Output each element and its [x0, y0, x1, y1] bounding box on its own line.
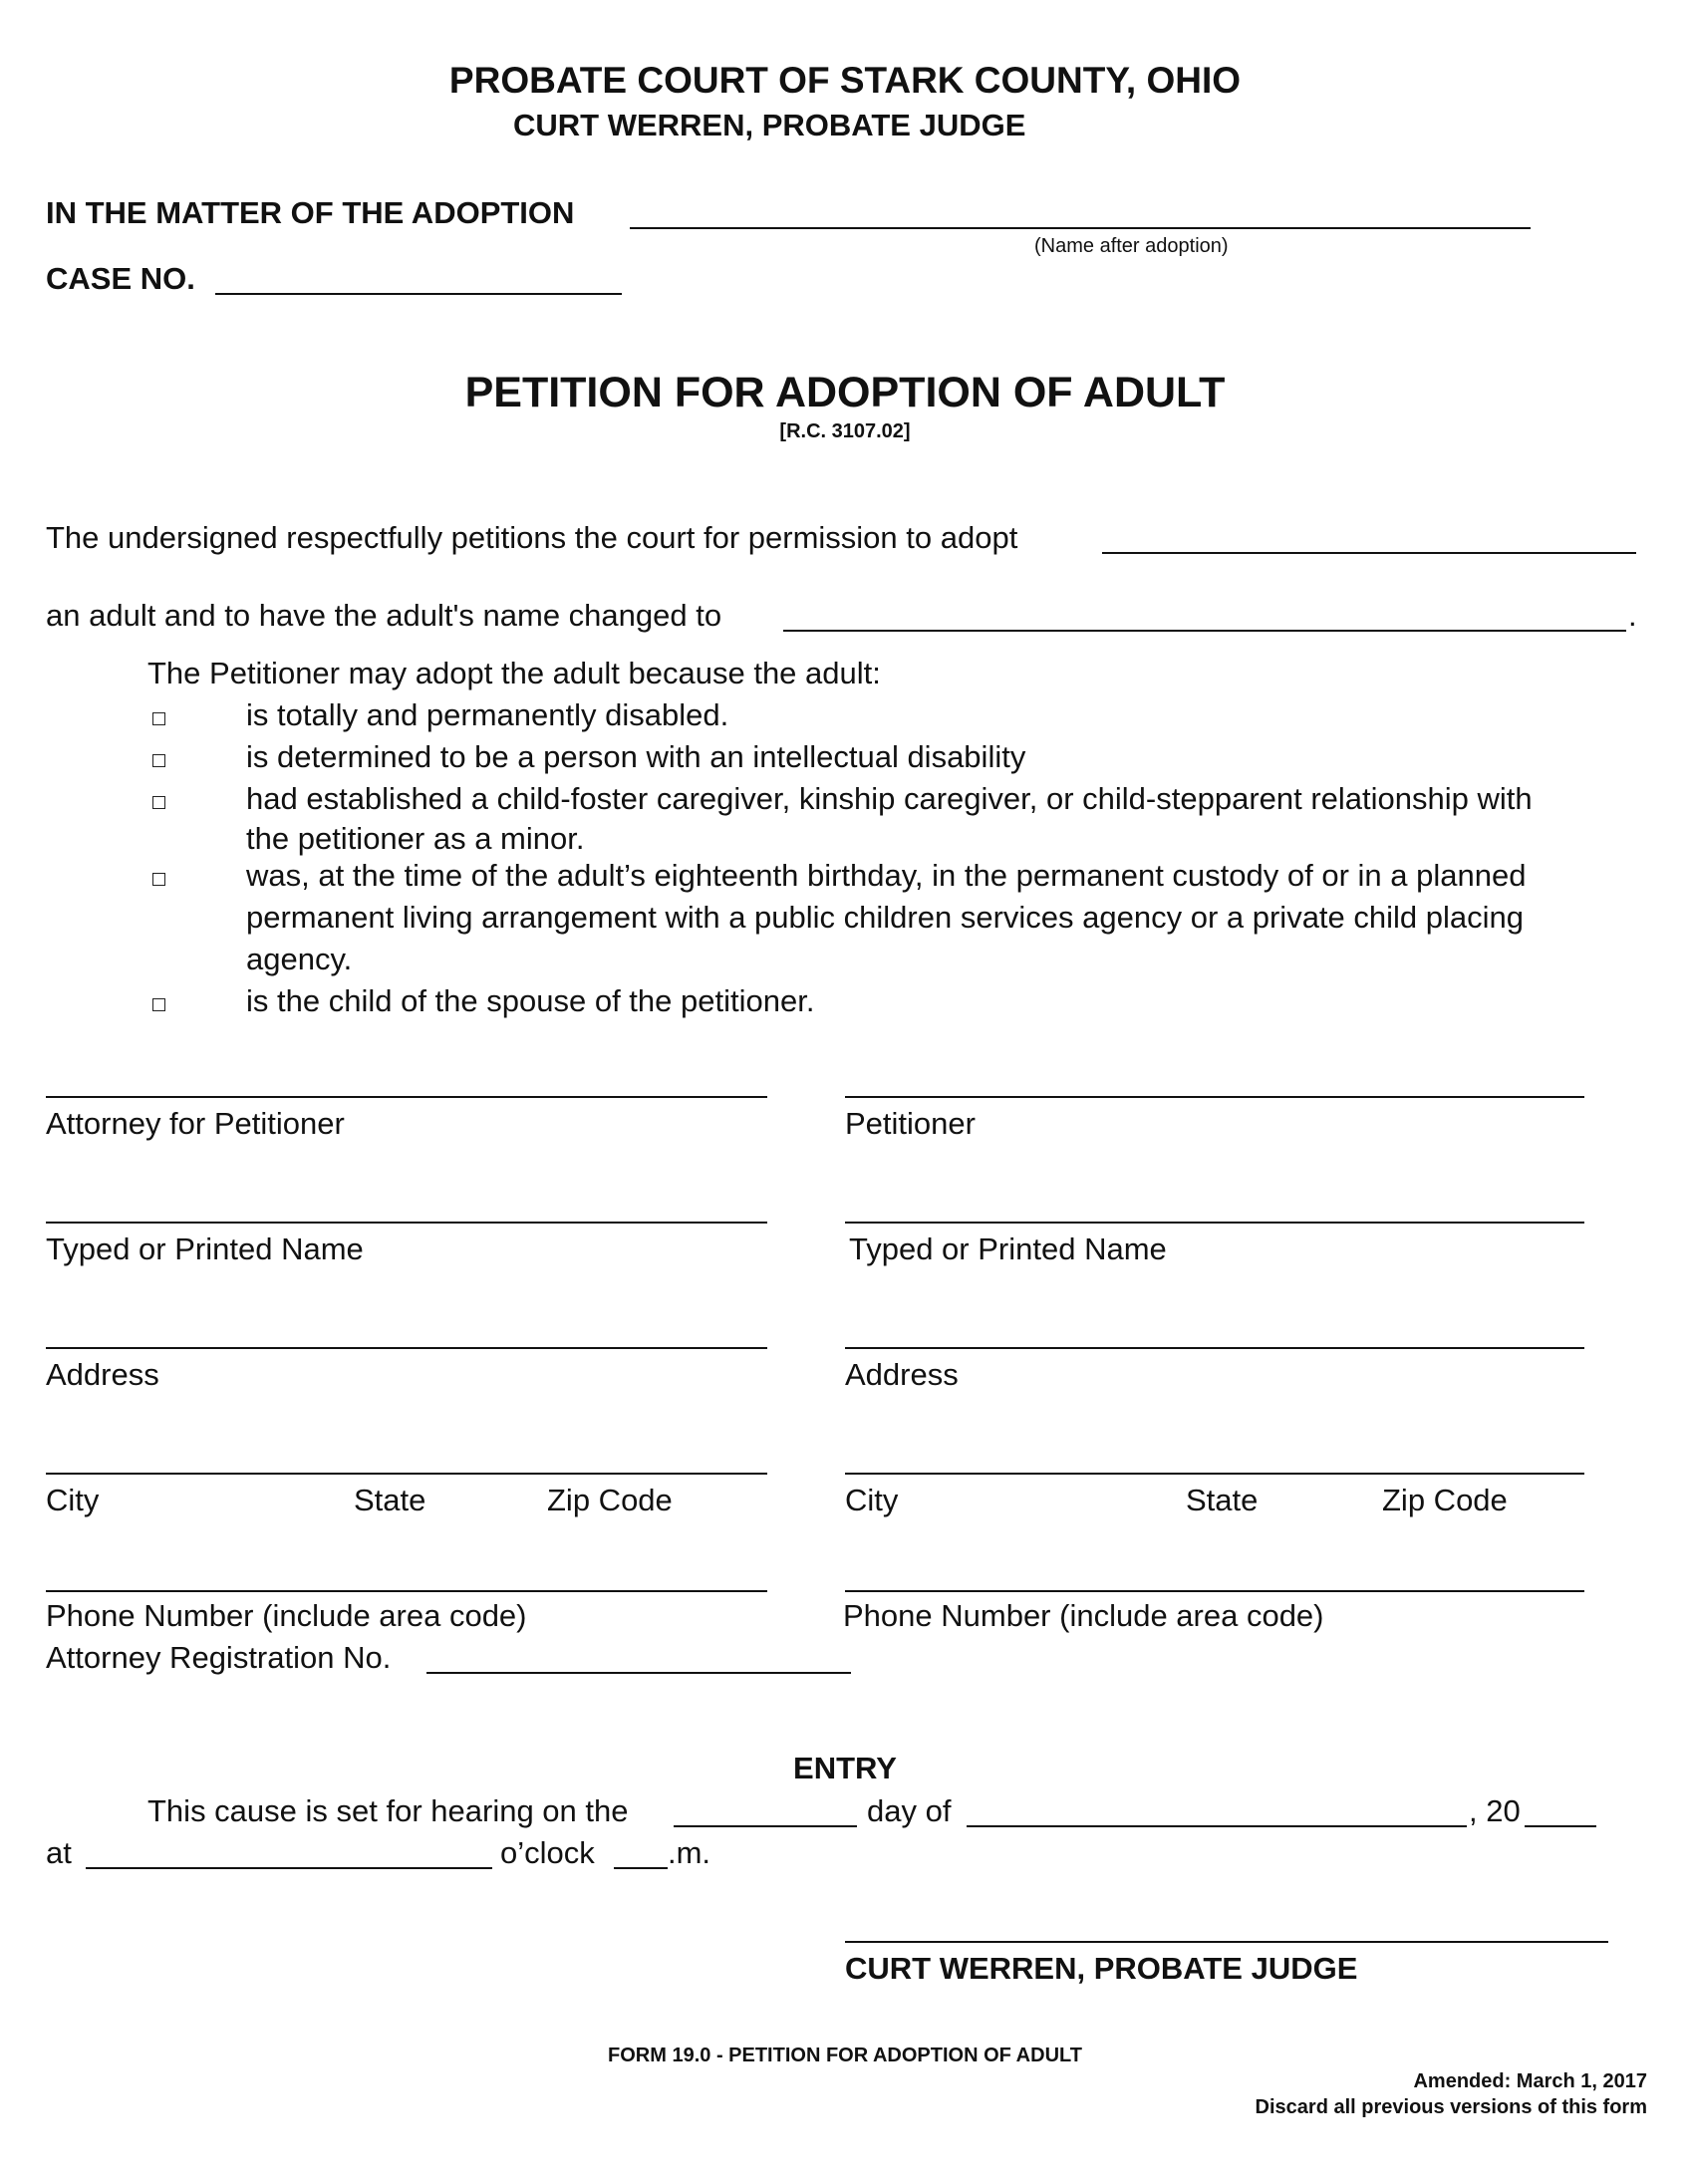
discard-notice: Discard all previous versions of this form — [1255, 2096, 1647, 2118]
petitioner-city-line[interactable] — [845, 1473, 1584, 1475]
entry-heading: ENTRY — [793, 1751, 897, 1785]
reason-text: is determined to be a person with an intellectual disability — [246, 739, 1026, 774]
attorney-address-label: Address — [46, 1357, 159, 1392]
petitioner-city-label: City — [845, 1483, 899, 1517]
year-prefix: , 20 — [1469, 1793, 1521, 1828]
petitioner-name-label: Typed or Printed Name — [849, 1231, 1167, 1266]
attorney-phone-label: Phone Number (include area code) — [46, 1598, 527, 1633]
attorney-signature-line[interactable] — [46, 1096, 767, 1098]
hearing-month-field[interactable] — [967, 1825, 1467, 1827]
attorney-name-line[interactable] — [46, 1222, 767, 1224]
meridiem-suffix: .m. — [668, 1835, 711, 1870]
petition-statement: The undersigned respectfully petitions the court for permission to adopt — [46, 520, 1018, 555]
attorney-phone-line[interactable] — [46, 1590, 767, 1592]
amended-date: Amended: March 1, 2017 — [1413, 2070, 1647, 2092]
case-no-label: CASE NO. — [46, 261, 195, 296]
attorney-city-line[interactable] — [46, 1473, 767, 1475]
day-of-label: day of — [867, 1793, 952, 1828]
hearing-day-field[interactable] — [674, 1825, 857, 1827]
hearing-year-field[interactable] — [1525, 1825, 1596, 1827]
matter-label: IN THE MATTER OF THE ADOPTION — [46, 195, 575, 230]
period: . — [1628, 598, 1637, 633]
judge-signature-label: CURT WERREN, PROBATE JUDGE — [845, 1951, 1358, 1986]
petitioner-address-label: Address — [845, 1357, 959, 1392]
attorney-city-label: City — [46, 1483, 100, 1517]
adoptee-current-name-field[interactable] — [1102, 552, 1636, 554]
petitioner-label: Petitioner — [845, 1106, 976, 1141]
at-label: at — [46, 1835, 72, 1870]
new-name-field[interactable] — [783, 630, 1626, 632]
name-change-statement: an adult and to have the adult's name changed to — [46, 598, 722, 633]
hearing-time-field[interactable] — [86, 1867, 492, 1869]
attorney-name-label: Typed or Printed Name — [46, 1231, 364, 1266]
reason-text: is the child of the spouse of the petitioner. — [246, 983, 815, 1018]
reason-text: had established a child-foster caregiver, kinship caregiver, or child-stepparent relationship with — [246, 781, 1533, 816]
petitioner-state-label: State — [1186, 1483, 1259, 1517]
adoptee-name-field[interactable] — [630, 227, 1531, 229]
reason-checkbox[interactable] — [152, 796, 165, 809]
reason-text-continued: agency. — [246, 942, 353, 976]
petitioner-name-line[interactable] — [845, 1222, 1584, 1224]
judge-title: CURT WERREN, PROBATE JUDGE — [513, 108, 1026, 142]
attorney-state-label: State — [354, 1483, 426, 1517]
reason-checkbox[interactable] — [152, 712, 165, 725]
attorney-label: Attorney for Petitioner — [46, 1106, 345, 1141]
reason-checkbox[interactable] — [152, 998, 165, 1011]
reason-text-continued: permanent living arrangement with a public children services agency or a private child placing — [246, 900, 1525, 935]
attorney-zip-label: Zip Code — [547, 1483, 673, 1517]
reason-text-continued: the petitioner as a minor. — [246, 821, 585, 856]
form-number: FORM 19.0 - PETITION FOR ADOPTION OF ADULT — [608, 2045, 1082, 2066]
attorney-registration-label: Attorney Registration No. — [46, 1640, 392, 1675]
reason-checkbox[interactable] — [152, 754, 165, 767]
attorney-address-line[interactable] — [46, 1347, 767, 1349]
statute-reference: [R.C. 3107.02] — [779, 420, 911, 442]
reason-text: was, at the time of the adult’s eighteenth birthday, in the permanent custody of or in a planned — [246, 858, 1527, 893]
petitioner-address-line[interactable] — [845, 1347, 1584, 1349]
petitioner-signature-line[interactable] — [845, 1096, 1584, 1098]
oclock-label: o’clock — [500, 1835, 595, 1870]
name-after-adoption-caption: (Name after adoption) — [1034, 235, 1229, 257]
petitioner-zip-label: Zip Code — [1382, 1483, 1508, 1517]
hearing-text: This cause is set for hearing on the — [147, 1793, 629, 1828]
reasons-intro: The Petitioner may adopt the adult because the adult: — [147, 656, 881, 690]
document-title: PETITION FOR ADOPTION OF ADULT — [464, 369, 1226, 416]
case-no-field[interactable] — [215, 293, 622, 295]
meridiem-field[interactable] — [614, 1867, 668, 1869]
judge-signature-line[interactable] — [845, 1941, 1608, 1943]
attorney-registration-field[interactable] — [426, 1672, 851, 1674]
petitioner-phone-line[interactable] — [845, 1590, 1584, 1592]
petitioner-phone-label: Phone Number (include area code) — [843, 1598, 1324, 1633]
court-title: PROBATE COURT OF STARK COUNTY, OHIO — [448, 60, 1242, 101]
reason-text: is totally and permanently disabled. — [246, 697, 729, 732]
reason-checkbox[interactable] — [152, 873, 165, 886]
